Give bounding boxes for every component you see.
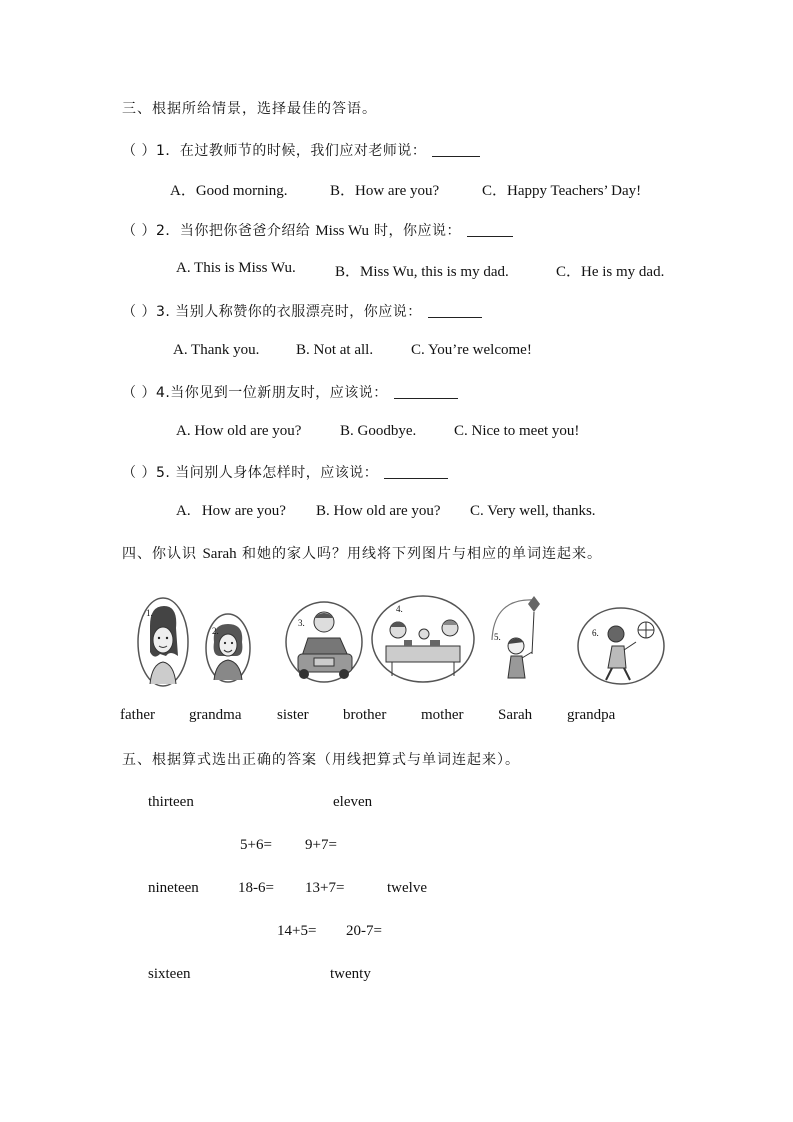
question-2 [122,220,513,240]
word-thirteen[interactable]: thirteen [148,794,194,810]
question-prompt: 4.当你见到一位新朋友时，应该说： [155,385,388,401]
answer-bracket[interactable]: （ ） [122,143,156,159]
word-sixteen[interactable]: sixteen [148,966,191,982]
question-1 [122,140,480,160]
section4-heading-part2: 和她的家人吗？用线将下列图片与相应的单词连起来。 [236,546,603,562]
answer-bracket[interactable]: （ ） [122,385,156,401]
question-prompt-name: Miss Wu [315,223,370,239]
picture-2-woman[interactable] [204,612,252,684]
section4-heading [122,543,602,563]
option-a: A. How are you? [176,503,286,519]
picture-1-girl[interactable] [136,596,190,688]
option-c: C. Very well, thanks. [470,503,596,519]
picture-3-man-in-car[interactable] [284,600,364,684]
picture-4-family-dinner[interactable] [370,594,476,684]
option-b: B. Not at all. [296,342,374,358]
option-b: B. Goodbye. [340,423,417,439]
option-a: A. Thank you. [173,342,260,358]
question-prompt: 5. 当问别人身体怎样时，应该说： [155,465,379,481]
option-a: A. How old are you? [176,423,302,439]
option-a: A．Good morning. [170,183,288,199]
word-father[interactable]: father [120,707,155,723]
answer-blank[interactable] [428,303,482,318]
word-grandpa[interactable]: grandpa [567,707,616,723]
picture-6-boy-with-ball[interactable] [576,606,666,686]
answer-bracket[interactable]: （ ） [122,465,156,481]
equation-5-plus-6[interactable]: 5+6= [240,837,272,853]
word-twenty[interactable]: twenty [330,966,371,982]
answer-blank[interactable] [432,142,480,157]
equation-9-plus-7[interactable]: 9+7= [305,837,337,853]
question-5 [122,462,448,482]
question-prompt: 3. 当别人称赞你的衣服漂亮时，你应说： [155,304,422,320]
section4-heading-name: Sarah [202,546,237,562]
answer-blank[interactable] [384,464,448,479]
section3-heading: 三、根据所给情景，选择最佳的答语。 [122,101,377,117]
option-c: C. Nice to meet you! [454,423,580,439]
answer-blank[interactable] [467,222,513,237]
question-prompt: 1．在过教师节的时候，我们应对老师说： [155,143,427,159]
word-brother[interactable]: brother [343,707,387,723]
word-twelve[interactable]: twelve [387,880,427,896]
option-c: C．He is my dad. [556,264,665,280]
picture-number: 4. [396,604,403,614]
option-a: A. This is Miss Wu. [176,260,296,276]
word-nineteen[interactable]: nineteen [148,880,199,896]
picture-number: 6. [592,628,599,638]
section5-heading: 五、根据算式选出正确的答案（用线把算式与单词连起来）。 [122,752,520,768]
picture-5-girl-with-kite[interactable] [484,594,550,686]
section4-heading-part1: 四、你认识 [122,546,203,562]
option-c: C．Happy Teachers’ Day! [482,183,642,199]
picture-number: 2. [212,626,219,636]
option-b: B. How old are you? [316,503,441,519]
equation-20-minus-7[interactable]: 20-7= [346,923,382,939]
answer-bracket[interactable]: （ ） [122,223,156,239]
word-sarah[interactable]: Sarah [498,707,533,723]
word-grandma[interactable]: grandma [189,707,242,723]
question-3 [122,301,482,321]
equation-14-plus-5[interactable]: 14+5= [277,923,317,939]
equation-13-plus-7[interactable]: 13+7= [305,880,345,896]
answer-bracket[interactable]: （ ） [122,304,156,320]
question-prompt-end: 时，你应说： [369,223,461,239]
word-sister[interactable]: sister [277,707,309,723]
question-4 [122,382,458,402]
option-c: C. You’re welcome! [411,342,532,358]
question-prompt: 2．当你把你爸爸介绍给 [155,223,316,239]
equation-18-minus-6[interactable]: 18-6= [238,880,274,896]
word-eleven[interactable]: eleven [333,794,373,810]
picture-number: 3. [298,618,305,628]
picture-number: 1. [146,608,153,618]
option-b: B．Miss Wu, this is my dad. [335,264,509,280]
word-mother[interactable]: mother [421,707,464,723]
answer-blank[interactable] [394,384,458,399]
option-b: B．How are you? [330,183,440,199]
picture-number: 5. [494,632,501,642]
